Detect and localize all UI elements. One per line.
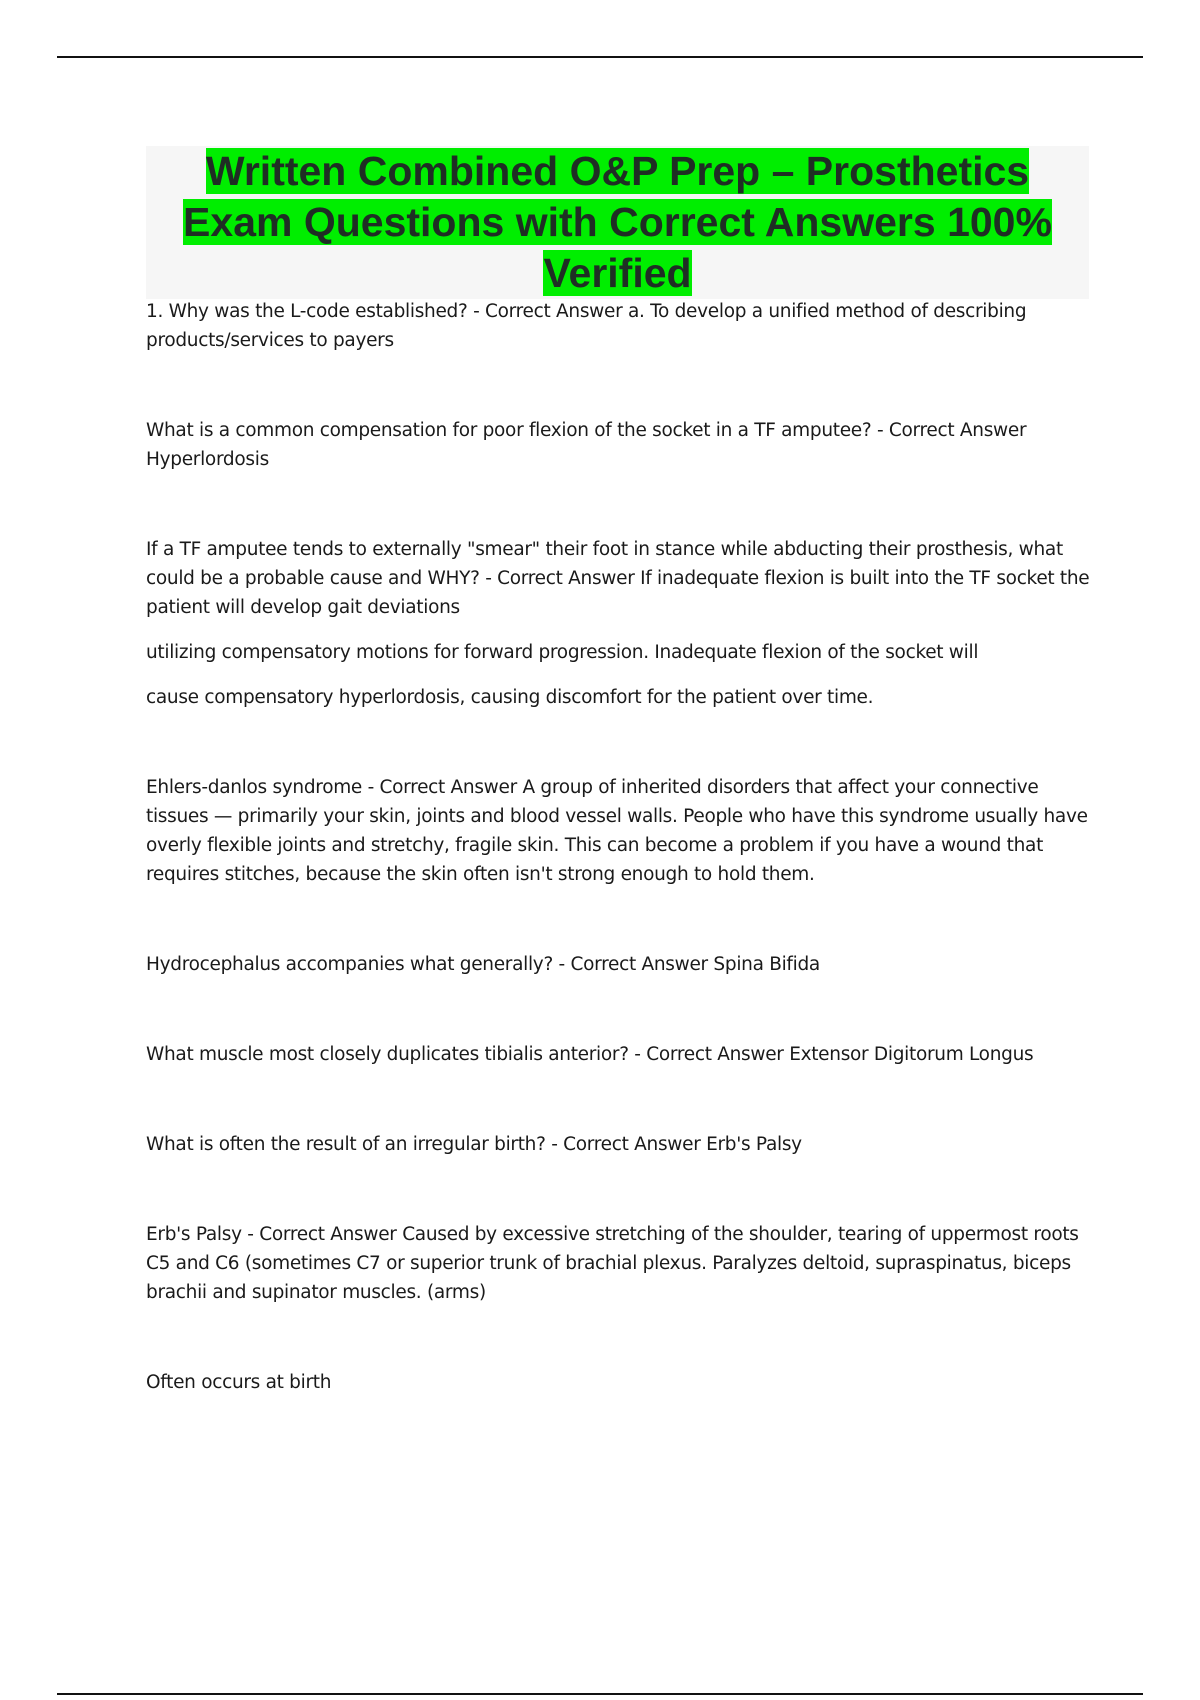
qa-item: What is often the result of an irregular birth? - Correct Answer Erb's Palsy <box>146 1134 802 1155</box>
qa-item: Ehlers-danlos syndrome - Correct Answer A group of inherited disorders that affect your connective tissues — primarily your skin, joints and blood vessel walls. People who have this syndrome usually have overly flexible joints and stretchy, fragile skin. This can become a problem if you have a wound that requires stitches, because the skin often isn't strong enough to hold them. <box>146 777 1088 885</box>
top-rule <box>57 56 1143 58</box>
qa-item-continuation: cause compensatory hyperlordosis, causing discomfort for the patient over time. <box>146 687 874 708</box>
document-title <box>146 146 1089 299</box>
title-line-3: Verified <box>543 250 692 296</box>
title-block <box>146 146 1089 299</box>
qa-item: Often occurs at birth <box>146 1372 332 1393</box>
bottom-rule <box>57 1693 1143 1695</box>
qa-item: Erb's Palsy - Correct Answer Caused by excessive stretching of the shoulder, tearing of uppermost roots C5 and C6 (sometimes C7 or superior trunk of brachial plexus. Paralyzes deltoid, supraspinatus, biceps brachii and supinator muscles. (arms) <box>146 1224 1079 1303</box>
qa-item: What is a common compensation for poor flexion of the socket in a TF amputee? - Correct Answer Hyperlordosis <box>146 420 1027 470</box>
qa-item: 1. Why was the L-code established? - Correct Answer a. To develop a unified method of describing products/services to payers <box>146 301 1027 351</box>
title-line-2: Exam Questions with Correct Answers 100% <box>183 199 1052 245</box>
document-body <box>146 297 1091 1397</box>
qa-item-continuation: utilizing compensatory motions for forward progression. Inadequate flexion of the socket will <box>146 642 979 663</box>
qa-item: What muscle most closely duplicates tibialis anterior? - Correct Answer Extensor Digitorum Longus <box>146 1044 1034 1065</box>
title-line-1: Written Combined O&P Prep – Prosthetics <box>205 148 1030 194</box>
qa-item: Hydrocephalus accompanies what generally? - Correct Answer Spina Bifida <box>146 954 820 975</box>
qa-item: If a TF amputee tends to externally "smear" their foot in stance while abducting their prosthesis, what could be a probable cause and WHY? - Correct Answer If inadequate flexion is built into the TF socket the patient will develop gait deviations <box>146 539 1090 618</box>
